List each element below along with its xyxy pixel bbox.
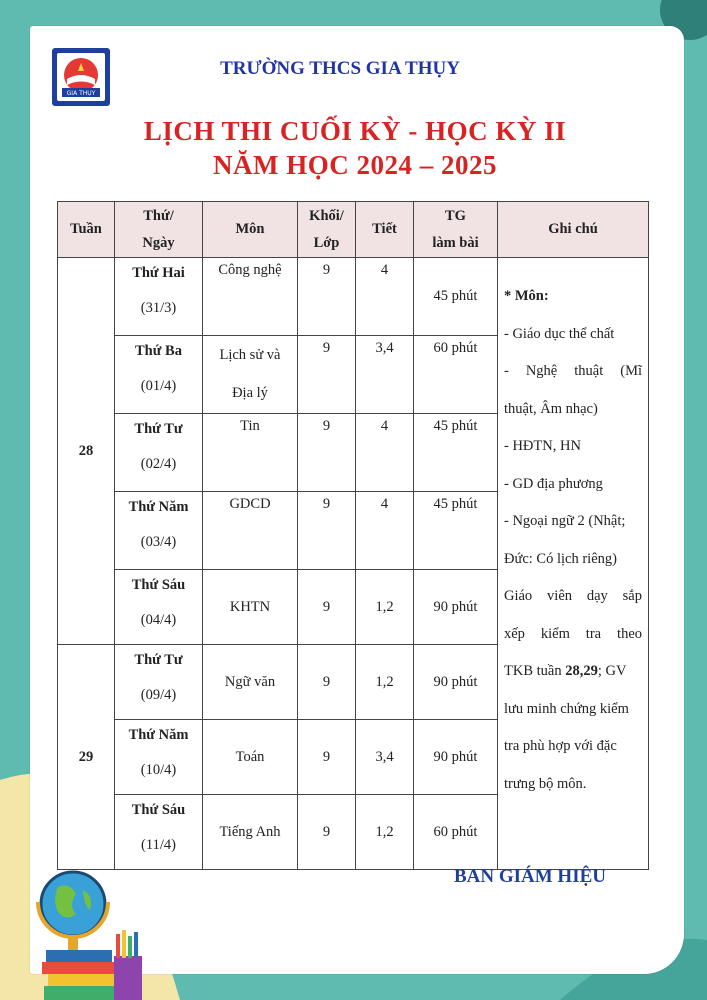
period-cell: 1,2: [356, 570, 414, 645]
header-day: [115, 202, 203, 258]
duration-cell: 90 phút: [414, 570, 498, 645]
subject-cell: Tiếng Anh: [203, 795, 298, 870]
day-date: (04/4): [140, 612, 177, 628]
period-cell: 4: [356, 492, 414, 570]
header-subject: Môn: [203, 202, 298, 258]
header-grade-line1: Khối/: [309, 207, 344, 224]
note-heading: * Môn:: [504, 288, 549, 304]
school-logo: [52, 48, 110, 106]
subject-cell: GDCD: [203, 492, 298, 570]
note-line: - GD địa phương: [504, 475, 603, 492]
header-duration: [414, 202, 498, 258]
header-note: Ghi chú: [498, 202, 649, 258]
subject-line2: Địa lý: [232, 385, 268, 401]
logo-text: GIA THỤY: [66, 90, 96, 97]
duration-cell: 90 phút: [414, 720, 498, 795]
note-line: xếp kiểm tra theo: [504, 625, 642, 642]
note-text: ; GV: [597, 663, 627, 679]
table-header-row: [58, 202, 649, 258]
day-cell: [115, 336, 203, 414]
note-weeks: 28,29: [565, 663, 598, 679]
period-cell: 1,2: [356, 645, 414, 720]
signature-ban-giam-hieu: BAN GIÁM HIỆU: [453, 866, 606, 887]
exam-title: LỊCH THI CUỐI KỲ - HỌC KỲ II: [143, 116, 567, 146]
week-cell: 28: [58, 258, 115, 645]
subject-cell: Toán: [203, 720, 298, 795]
day-date: (01/4): [140, 378, 177, 394]
duration-cell: 60 phút: [414, 795, 498, 870]
note-line: lưu minh chứng kiểm: [504, 700, 629, 717]
day-name: Thứ Sáu: [131, 802, 186, 818]
day-cell: [115, 258, 203, 336]
day-name: Thứ Tư: [134, 652, 183, 668]
duration-cell: 60 phút: [414, 336, 498, 414]
day-cell: [115, 414, 203, 492]
day-name: Thứ Năm: [128, 499, 189, 515]
pencil-cup-icon: [114, 930, 142, 1000]
day-cell: [115, 720, 203, 795]
exam-schedule-table: [57, 201, 649, 870]
note-line: Đức: Có lịch riêng): [504, 550, 617, 567]
logo-emblem: [57, 53, 105, 101]
header-grade: [298, 202, 356, 258]
day-date: (11/4): [141, 837, 176, 853]
day-name: Thứ Tư: [134, 421, 183, 437]
period-cell: 3,4: [356, 336, 414, 414]
grade-cell: 9: [298, 492, 356, 570]
day-cell: [115, 795, 203, 870]
table-row: [58, 258, 649, 336]
day-date: (31/3): [140, 300, 177, 316]
school-year: NĂM HỌC 2024 – 2025: [213, 150, 497, 180]
note-cell: [498, 258, 649, 870]
grade-cell: 9: [298, 795, 356, 870]
period-cell: 4: [356, 258, 414, 336]
day-cell: [115, 645, 203, 720]
grade-cell: 9: [298, 720, 356, 795]
period-cell: 4: [356, 414, 414, 492]
school-supplies-illustration: [28, 862, 148, 1000]
subject-cell: KHTN: [203, 570, 298, 645]
duration-cell: 90 phút: [414, 645, 498, 720]
subject-cell: Ngữ văn: [203, 645, 298, 720]
duration-cell: 45 phút: [414, 258, 498, 336]
note-line: - Nghệ thuật (Mĩ: [504, 363, 642, 379]
period-cell: 3,4: [356, 720, 414, 795]
header-day-line2: Ngày: [142, 234, 175, 251]
day-date: (09/4): [140, 687, 177, 703]
duration-cell: 45 phút: [414, 492, 498, 570]
note-text: TKB tuần: [504, 663, 566, 679]
school-name: TRƯỜNG THCS GIA THỤY: [220, 58, 460, 79]
note-line: - Ngoại ngữ 2 (Nhật;: [504, 513, 626, 529]
day-cell: [115, 492, 203, 570]
note-line: tra phù hợp với đặc: [504, 738, 617, 754]
header-duration-line2: làm bài: [432, 234, 479, 251]
day-date: (03/4): [140, 534, 177, 550]
grade-cell: 9: [298, 258, 356, 336]
grade-cell: 9: [298, 645, 356, 720]
note-line: [504, 653, 642, 691]
logo-book-icon: [57, 53, 105, 101]
note-line: - HĐTN, HN: [504, 438, 581, 454]
note-line: thuật, Âm nhạc): [504, 400, 598, 417]
subject-cell: [203, 336, 298, 414]
header-period: Tiết: [356, 202, 414, 258]
duration-cell: 45 phút: [414, 414, 498, 492]
grade-cell: 9: [298, 570, 356, 645]
header-day-line1: Thứ/: [143, 207, 174, 224]
subject-line1: Lịch sử và: [219, 347, 281, 363]
week-cell: 29: [58, 645, 115, 870]
note-line: trưng bộ môn.: [504, 775, 587, 792]
header-week: Tuần: [58, 202, 115, 258]
header-grade-line2: Lớp: [313, 234, 340, 251]
period-cell: 1,2: [356, 795, 414, 870]
grade-cell: 9: [298, 414, 356, 492]
grade-cell: 9: [298, 336, 356, 414]
day-name: Thứ Sáu: [131, 577, 186, 593]
subject-cell: Công nghệ: [203, 258, 298, 336]
day-date: (02/4): [140, 456, 177, 472]
day-name: Thứ Ba: [135, 343, 182, 359]
note-line: Giáo viên dạy sắp: [504, 588, 642, 604]
globe-icon: [38, 872, 108, 950]
day-name: Thứ Hai: [132, 265, 185, 281]
subject-cell: Tin: [203, 414, 298, 492]
books-stack-icon: [42, 950, 118, 1000]
header-duration-line1: TG: [445, 207, 466, 224]
note-line: - Giáo dục thể chất: [504, 325, 615, 342]
day-cell: [115, 570, 203, 645]
day-name: Thứ Năm: [128, 727, 189, 743]
day-date: (10/4): [140, 762, 177, 778]
